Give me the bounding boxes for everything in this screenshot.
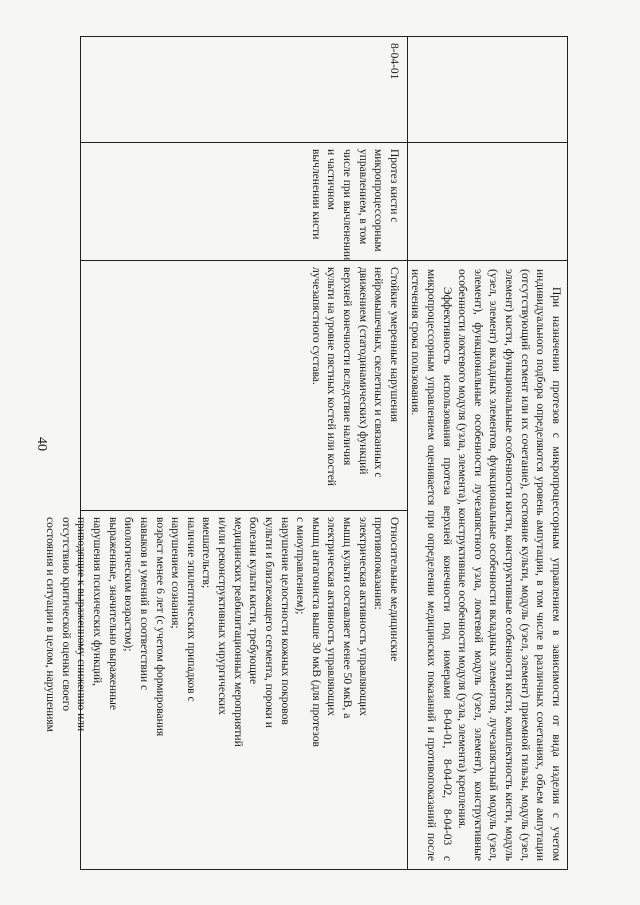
indication-line: движением (статодинамических) функций bbox=[356, 267, 369, 475]
note-cell bbox=[407, 261, 567, 869]
contraindication-line: отсутствию критической оценки своего bbox=[59, 517, 72, 711]
contraindication-line: электрическая активность управляющих bbox=[356, 517, 369, 717]
indications-cell bbox=[81, 261, 407, 511]
name-line: и частичном bbox=[325, 149, 338, 210]
contraindication-line: мышц антагониста выше 30 мкВ (для протезов bbox=[309, 517, 322, 747]
indication-line: верхней конечности вследствие наличия bbox=[341, 267, 354, 466]
page-number: 40 bbox=[34, 437, 49, 451]
contraindications-cell bbox=[44, 511, 407, 869]
code-cell bbox=[81, 37, 407, 143]
contraindication-line: навыков и умений в соответствии с bbox=[138, 517, 150, 691]
product-code: 8-04-01 bbox=[388, 43, 400, 80]
contraindication-line: нарушения психических функций, bbox=[91, 517, 104, 686]
contraindication-line: противопоказания: bbox=[372, 517, 385, 610]
contraindication-line: нарушение целостности кожных покровов bbox=[278, 517, 291, 725]
name-line: Протез кисти с bbox=[388, 149, 400, 223]
contraindication-line: и/или реконструктивных хирургических bbox=[216, 517, 229, 715]
contraindication-line: биологическим возрастом); bbox=[122, 517, 135, 652]
indication-line: Стойкие умеренные нарушения bbox=[388, 267, 400, 423]
name-line: управлением, в том bbox=[356, 149, 369, 245]
empty-cell-name bbox=[407, 143, 567, 261]
contraindication-line: выраженные, значительно выраженные bbox=[106, 517, 119, 711]
contraindication-line: болезни культи кисти, требующие bbox=[247, 517, 260, 685]
name-line: вычленении кисти bbox=[309, 149, 322, 240]
product-name-cell bbox=[81, 143, 407, 261]
contraindication-line: медицинских реабилитационных мероприятий bbox=[231, 517, 244, 747]
table-row-note bbox=[407, 37, 567, 869]
contraindication-line: возраст менее 6 лет (с учетом формирования bbox=[153, 517, 166, 737]
note-paragraph: Эффективность использования протеза верхней конечности под номерами 8-04-01, 8-04-02, 8-04-03 с микропроцессорным управлением оценивается при определении медицинских показаний и противопоказаний после истечения срока пользования. bbox=[409, 269, 453, 861]
empty-cell-code bbox=[407, 37, 567, 143]
page-frame bbox=[44, 36, 568, 870]
contraindication-line: электрическая активность управляющих bbox=[325, 517, 338, 717]
indication-line: культи на уровне пястных костей или костей bbox=[325, 267, 338, 486]
contraindication-line: с миоуправлением); bbox=[294, 517, 307, 615]
contraindication-line: состояния и ситуации в целом, нарушениям bbox=[44, 517, 57, 732]
contraindication-line: наличие эпилептических припадков с bbox=[184, 517, 197, 702]
contraindication-line: Относительные медицинские bbox=[388, 517, 400, 662]
name-line: числе при вычленении bbox=[341, 149, 354, 261]
note-paragraph: При назначении протезов с микропроцессорным управлением в зависимости от вида изделия с учетом индивидуального подбора определяются уровень ампутации, в том числе в различных сочетаниях, объем ампутации (отсутствующий сегмент или их сочетание), состояние культи, модуль (узел, элемент) приемной гильзы, модуль (узел, элемент) кисти, функциональные особенности кисти, конструктивные особенности кисти, комплектность кисти, модуль (узел, элемент) вкладных элементов, функциональные особенности вкладных элементов, лучезапястный модуль (узел, элемент), функциональные особенности лучезапястного узла, локтевой модуль (узел, элемент), конструктивные особенности локтевого модуля (узла, элемента), конструктивные особенности модуля (узла, элемента) крепления. bbox=[456, 269, 562, 861]
indication-line: лучезапястного сустава. bbox=[309, 267, 322, 385]
indication-line: нейромышечных, скелетных и связанных с bbox=[372, 267, 385, 478]
rotated-table bbox=[44, 36, 568, 870]
name-line: микропроцессорным bbox=[372, 149, 385, 252]
contraindication-line: нарушением сознания; bbox=[169, 517, 182, 629]
table-row bbox=[44, 37, 407, 869]
contraindication-line: вмешательств; bbox=[200, 517, 213, 589]
contraindication-line: приводящие к выраженному снижению или bbox=[75, 517, 88, 732]
contraindication-line: культи и близлежащего сегмента, пороки и bbox=[263, 517, 275, 728]
contraindication-line: мышц культи составляет менее 50 мкВ, а bbox=[341, 517, 354, 719]
